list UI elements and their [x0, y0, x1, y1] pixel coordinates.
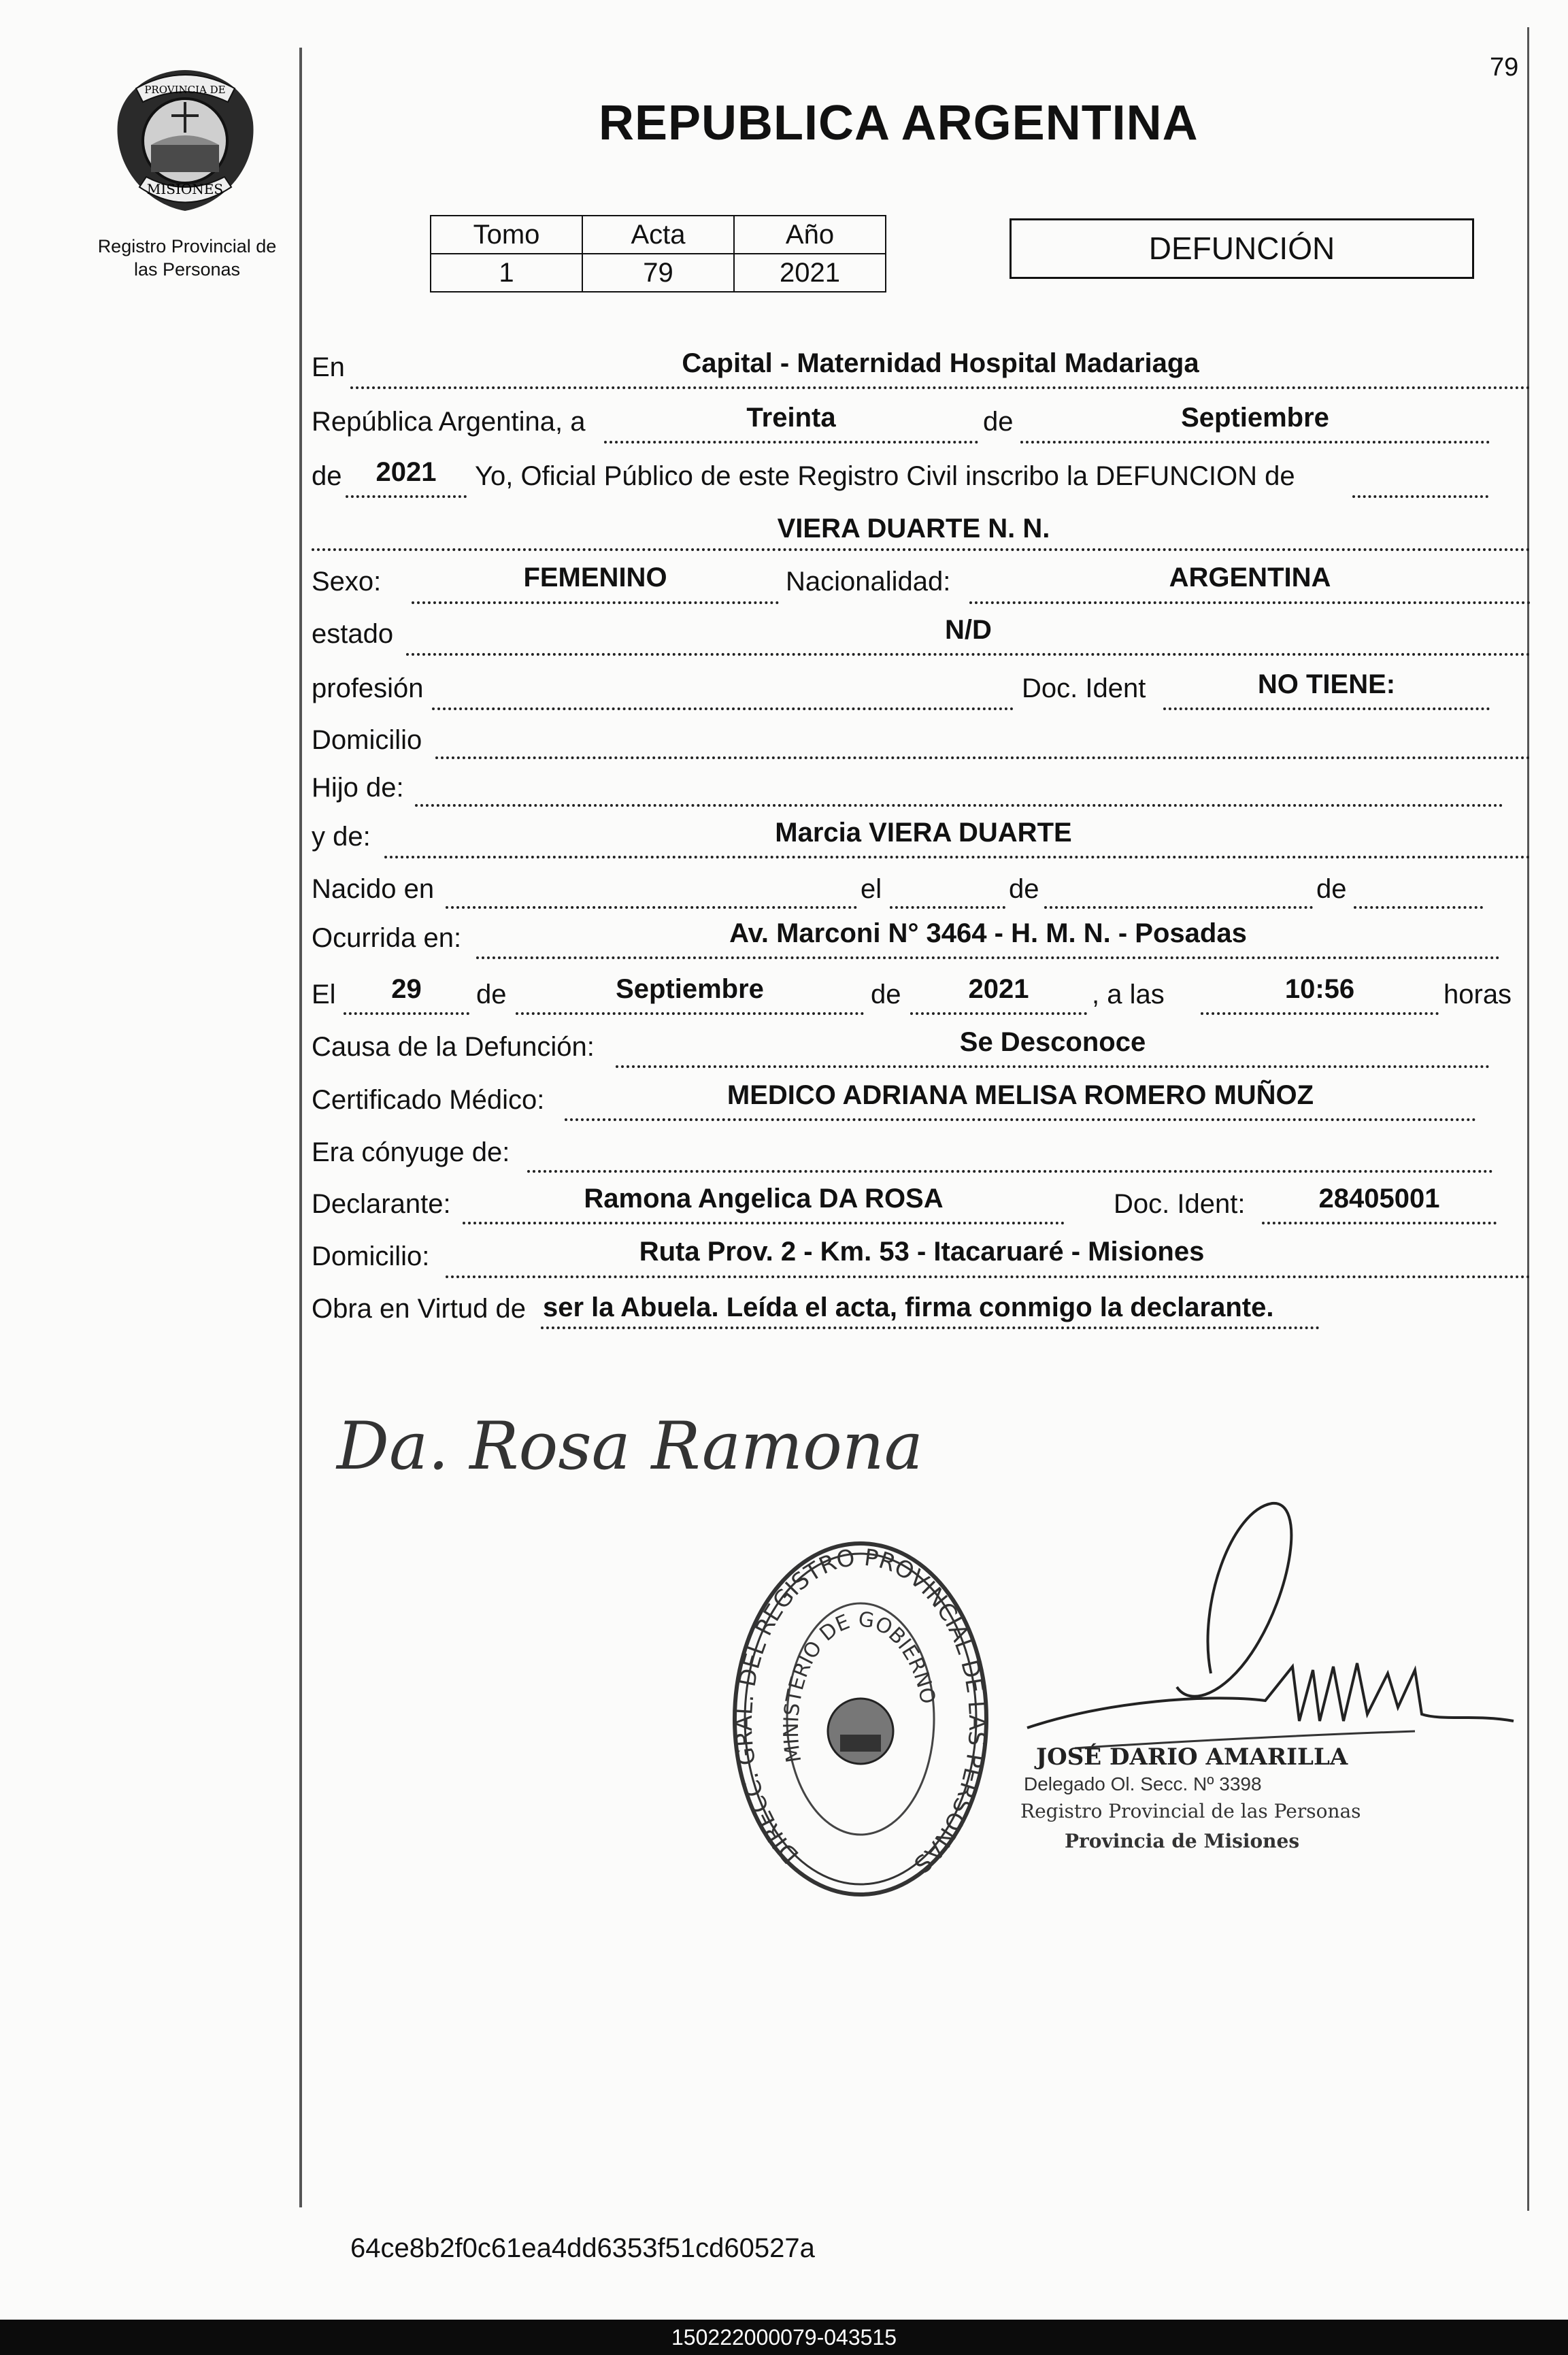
mes-value: Septiembre [1181, 403, 1329, 433]
doc-ident2-label: Doc. Ident: [1114, 1189, 1246, 1219]
fecha-mes-line [516, 1012, 864, 1015]
document-title: REPUBLICA ARGENTINA [599, 96, 1199, 150]
page-number: 79 [1490, 53, 1519, 82]
de-label-2: de [312, 461, 342, 491]
alas-label: , a las [1092, 980, 1165, 1009]
declarante-line [463, 1222, 1065, 1224]
de-label-1: de [983, 407, 1014, 437]
hijo-label: Hijo de: [312, 773, 404, 803]
official-title-2: Registro Provincial de las Personas [1020, 1800, 1361, 1822]
conyuge-line [527, 1170, 1493, 1173]
declarant-signature: Da. Rosa Ramona [337, 1408, 923, 1484]
anio-value: 2021 [734, 254, 886, 292]
fecha-anio-line [910, 1012, 1087, 1015]
profesion-line [432, 707, 1014, 710]
sexo-label: Sexo: [312, 567, 382, 597]
fecha-mes-value: Septiembre [616, 974, 764, 1004]
madre-line [384, 856, 1531, 858]
obra-line [541, 1326, 1320, 1329]
en-line [350, 386, 1531, 389]
obra-value: ser la Abuela. Leída el acta, firma conmigo la declarante. [543, 1292, 1274, 1322]
de-label-6: de [871, 980, 901, 1009]
doc-ident-value: NO TIENE: [1257, 669, 1396, 699]
official-title-1: Delegado Ol. Secc. Nº 3398 [1024, 1773, 1262, 1794]
horas-label: horas [1444, 980, 1512, 1009]
nacido-lugar-line [446, 906, 857, 909]
el2-label: El [312, 980, 336, 1009]
dia-value: Treinta [746, 403, 836, 433]
de-label-5: de [476, 980, 507, 1009]
estado-label: estado [312, 619, 394, 649]
registry-line-2: las Personas [133, 259, 241, 280]
conyuge-label: Era cónyuge de: [312, 1137, 510, 1167]
obra-label: Obra en Virtud de [312, 1294, 527, 1324]
declarante-value: Ramona Angelica DA ROSA [584, 1184, 944, 1214]
domicilio2-value: Ruta Prov. 2 - Km. 53 - Itacaruaré - Misiones [639, 1237, 1205, 1267]
republica-label: República Argentina, a [312, 407, 586, 437]
footer-id-bar: 150222000079-043515 [0, 2320, 1568, 2355]
mes-line [1020, 441, 1490, 444]
anio-inscripcion-value: 2021 [376, 457, 437, 487]
nacionalidad-line [969, 601, 1531, 604]
oficial-end-line [1352, 495, 1488, 498]
province-coat-of-arms-logo [109, 65, 262, 218]
document-type-box: DEFUNCIÓN [1010, 218, 1474, 279]
doc-ident2-value: 28405001 [1318, 1184, 1440, 1214]
official-title-3: Provincia de Misiones [1065, 1830, 1300, 1852]
de-label-3: de [1009, 874, 1039, 904]
left-margin-line [299, 48, 302, 2207]
svg-text:DIRECC. GRAL. DEL REGISTRO PRO: DIRECC. GRAL. DEL REGISTRO PROVINCIAL DE LAS PERSONAS [731, 1543, 991, 1878]
nacido-anio-line [1354, 906, 1483, 909]
nacido-dia-line [890, 906, 1005, 909]
record-table [430, 215, 886, 293]
hora-value: 10:56 [1284, 974, 1355, 1004]
certificado-label: Certificado Médico: [312, 1085, 545, 1115]
nacido-label: Nacido en [312, 874, 435, 904]
official-seal-stamp [724, 1534, 997, 1905]
madre-value: Marcia VIERA DUARTE [775, 818, 1072, 848]
certificado-value: MEDICO ADRIANA MELISA ROMERO MUÑOZ [727, 1080, 1314, 1110]
sexo-line [412, 601, 779, 604]
domicilio-label: Domicilio [312, 725, 422, 755]
estado-line [406, 653, 1531, 656]
fecha-dia-value: 29 [391, 974, 422, 1004]
hora-line [1201, 1012, 1439, 1015]
causa-label: Causa de la Defunción: [312, 1032, 595, 1062]
dia-line [604, 441, 978, 444]
en-value: Capital - Maternidad Hospital Madariaga [682, 348, 1199, 378]
domicilio2-label: Domicilio: [312, 1241, 430, 1271]
doc-ident2-line [1262, 1222, 1497, 1224]
nacido-mes-line [1044, 906, 1313, 909]
profesion-label: profesión [312, 673, 424, 703]
registry-line-1: Registro Provincial de [97, 236, 277, 256]
svg-text:MISIONES: MISIONES [146, 181, 224, 197]
nacionalidad-value: ARGENTINA [1169, 563, 1331, 592]
de-label-4: de [1316, 874, 1347, 904]
nombre-line [312, 548, 1531, 551]
fecha-anio-value: 2021 [968, 974, 1029, 1004]
official-name: JOSÉ DARIO AMARILLA [1036, 1743, 1348, 1771]
ocurrida-label: Ocurrida en: [312, 923, 462, 953]
estado-value: N/D [945, 615, 992, 645]
domicilio2-line [446, 1275, 1531, 1278]
ocurrida-line [476, 956, 1500, 959]
anio-header: Año [734, 216, 886, 254]
svg-text:PROVINCIA DE: PROVINCIA DE [144, 84, 226, 96]
ocurrida-value: Av. Marconi N° 3464 - H. M. N. - Posadas [729, 918, 1247, 948]
yde-label: y de: [312, 822, 371, 852]
nombre-value: VIERA DUARTE N. N. [777, 514, 1050, 544]
tomo-value: 1 [431, 254, 582, 292]
oficial-text: Yo, Oficial Público de este Registro Civil inscribo la DEFUNCION de [475, 461, 1295, 491]
doc-ident-line [1163, 707, 1490, 710]
fecha-dia-line [344, 1012, 469, 1015]
tomo-header: Tomo [431, 216, 582, 254]
declarante-label: Declarante: [312, 1189, 451, 1219]
el-label: el [861, 874, 882, 904]
causa-line [616, 1065, 1490, 1068]
acta-header: Acta [582, 216, 734, 254]
doc-ident-label: Doc. Ident [1022, 673, 1146, 703]
sexo-value: FEMENINO [523, 563, 667, 592]
registry-label [71, 235, 303, 281]
svg-text:MINISTERIO DE GOBIERNO: MINISTERIO DE GOBIERNO [779, 1607, 940, 1765]
certificado-line [565, 1118, 1476, 1121]
nacionalidad-label: Nacionalidad: [786, 567, 951, 597]
domicilio-line [435, 756, 1531, 759]
anio-line [346, 495, 467, 498]
causa-value: Se Desconoce [959, 1027, 1146, 1057]
acta-value: 79 [582, 254, 734, 292]
document-hash: 64ce8b2f0c61ea4dd6353f51cd60527a [350, 2233, 815, 2263]
hijo-line [415, 804, 1503, 807]
en-label: En [312, 352, 345, 382]
